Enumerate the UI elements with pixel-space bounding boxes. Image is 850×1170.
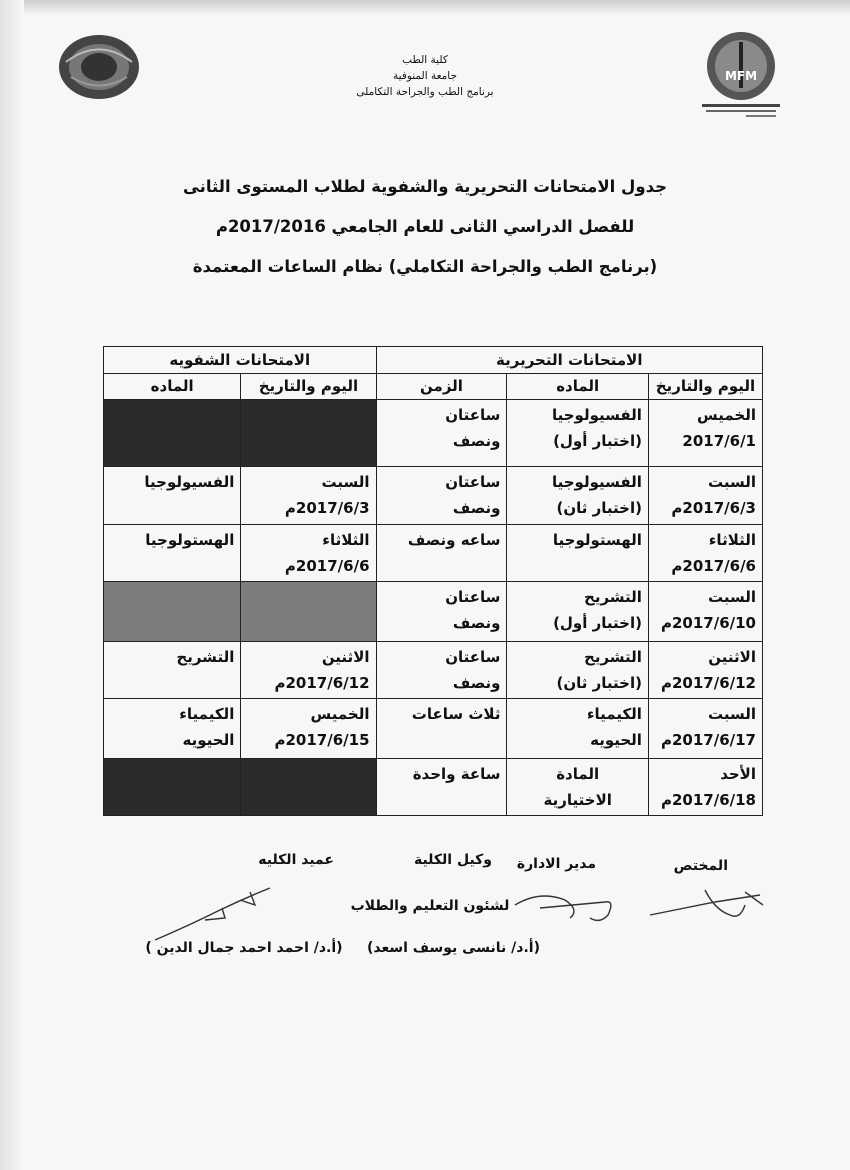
subject-cell bbox=[507, 400, 649, 467]
day-date-cell bbox=[648, 642, 762, 699]
table-row bbox=[104, 582, 763, 642]
day-date-cell bbox=[648, 759, 762, 816]
subject-note: الاختيارية bbox=[543, 791, 612, 809]
subject-note: (اختبار ثان) bbox=[556, 499, 642, 517]
oral-date-text: 2017/6/3م bbox=[284, 499, 370, 517]
duration-text: ثلاث ساعات bbox=[411, 705, 501, 723]
oral-day-date-cell bbox=[241, 525, 376, 582]
date-text: 2017/6/17م bbox=[660, 731, 756, 749]
day-date-cell bbox=[648, 582, 762, 642]
oral-subject-cell bbox=[104, 525, 241, 582]
oral-subject-cell bbox=[104, 759, 241, 816]
table-row bbox=[104, 699, 763, 759]
svg-text:MFM: MFM bbox=[724, 69, 758, 83]
oral-day-date-cell bbox=[241, 467, 376, 525]
written-exams-header: الامتحانات التحريرية bbox=[376, 347, 762, 374]
date-text: 2017/6/18م bbox=[660, 791, 756, 809]
day-date-cell bbox=[648, 400, 762, 467]
specialist-label: المختص bbox=[673, 858, 728, 874]
subject-text: الهستولوجيا bbox=[552, 531, 642, 549]
date-text: 2017/6/6م bbox=[671, 557, 756, 575]
dean-label: عميد الكليه bbox=[258, 852, 334, 868]
subject-note: الحيويه bbox=[590, 731, 642, 749]
title-line-3: (برنامج الطب والجراحة التكاملي) نظام الساعات المعتمدة bbox=[192, 257, 658, 276]
table-row bbox=[104, 400, 763, 467]
duration-text: ساعة واحدة bbox=[412, 765, 501, 783]
signatory-name-1: (أ.د/ نانسى يوسف اسعد) bbox=[366, 940, 540, 956]
duration-cell bbox=[376, 582, 507, 642]
oral-day-date-cell bbox=[241, 582, 376, 642]
day-date-cell bbox=[648, 467, 762, 525]
oral-day-date-cell bbox=[241, 400, 376, 467]
duration-text-2: ونصف bbox=[452, 499, 501, 517]
university-logo bbox=[56, 32, 142, 102]
oral-subject-cell bbox=[104, 582, 241, 642]
vice-dean-affairs-label: لشئون التعليم والطلاب bbox=[350, 898, 510, 914]
col-header-duration: الزمن bbox=[376, 374, 507, 400]
oral-date-text: 2017/6/15م bbox=[274, 731, 370, 749]
oral-subject-text-2: الحيويه bbox=[182, 731, 235, 749]
duration-text: ساعه ونصف bbox=[407, 531, 501, 549]
duration-cell bbox=[376, 525, 507, 582]
document-titles bbox=[150, 172, 700, 292]
date-text: 2017/6/1 bbox=[682, 432, 756, 450]
date-text: 2017/6/10م bbox=[660, 614, 756, 632]
specialist-signature bbox=[645, 880, 770, 925]
duration-text: ساعتان bbox=[445, 648, 501, 666]
dean-signature bbox=[150, 880, 290, 950]
duration-cell bbox=[376, 467, 507, 525]
subject-note: (اختبار أول) bbox=[553, 432, 642, 450]
oral-subject-cell bbox=[104, 400, 241, 467]
subject-cell bbox=[507, 699, 649, 759]
subject-text: المادة bbox=[556, 765, 600, 783]
table-row bbox=[104, 525, 763, 582]
university-name: جامعة المنوفية bbox=[393, 70, 457, 82]
day-text: الخميس bbox=[697, 406, 756, 424]
vice-dean-label: وكيل الكلية bbox=[413, 852, 492, 868]
oral-subject-text: التشريح bbox=[176, 648, 235, 666]
table-row bbox=[104, 467, 763, 525]
duration-text: ساعتان bbox=[445, 406, 501, 424]
admin-director-signature bbox=[510, 880, 620, 930]
faculty-logo bbox=[698, 30, 784, 120]
subject-text: التشريح bbox=[584, 588, 642, 606]
col-header-oral-subject: الماده bbox=[104, 374, 241, 400]
oral-exams-header: الامتحانات الشفويه bbox=[104, 347, 377, 374]
table-row bbox=[104, 642, 763, 699]
col-header-day-date: اليوم والتاريخ bbox=[648, 374, 762, 400]
subject-text: الفسيولوجيا bbox=[551, 406, 642, 424]
duration-text-2: ونصف bbox=[452, 432, 501, 450]
duration-cell bbox=[376, 759, 507, 816]
day-text: السبت bbox=[707, 473, 756, 491]
subject-text: التشريح bbox=[584, 648, 642, 666]
oral-subject-text: الفسيولوجيا bbox=[144, 473, 235, 491]
subject-cell bbox=[507, 642, 649, 699]
duration-text-2: ونصف bbox=[452, 674, 501, 692]
exam-schedule-table bbox=[103, 346, 763, 816]
date-text: 2017/6/3م bbox=[671, 499, 756, 517]
subject-text: الكيمياء bbox=[586, 705, 642, 723]
signatory-name-2: (أ.د/ احمد احمد جمال الدين ) bbox=[145, 940, 343, 956]
oral-day-date-cell bbox=[241, 759, 376, 816]
program-name: برنامج الطب والجراحة التكاملى bbox=[356, 86, 494, 98]
duration-cell bbox=[376, 642, 507, 699]
title-line-2: للفصل الدراسي الثانى للعام الجامعي 2017/2016م bbox=[215, 217, 635, 236]
day-text: السبت bbox=[707, 588, 756, 606]
table-row bbox=[104, 759, 763, 816]
oral-subject-cell bbox=[104, 642, 241, 699]
duration-cell bbox=[376, 699, 507, 759]
day-text: الاثنين bbox=[708, 648, 756, 666]
day-text: السبت bbox=[707, 705, 756, 723]
duration-text: ساعتان bbox=[445, 473, 501, 491]
subject-cell bbox=[507, 525, 649, 582]
oral-subject-cell bbox=[104, 699, 241, 759]
faculty-header bbox=[320, 52, 530, 100]
duration-text: ساعتان bbox=[445, 588, 501, 606]
subject-cell bbox=[507, 467, 649, 525]
duration-cell bbox=[376, 400, 507, 467]
oral-day-text: الاثنين bbox=[321, 648, 370, 666]
col-header-subject: الماده bbox=[507, 374, 649, 400]
oral-day-date-cell bbox=[241, 642, 376, 699]
oral-subject-text: الكيمياء bbox=[179, 705, 235, 723]
oral-date-text: 2017/6/6م bbox=[284, 557, 370, 575]
oral-day-text: الثلاثاء bbox=[322, 531, 370, 549]
oral-subject-cell bbox=[104, 467, 241, 525]
subject-text: الفسيولوجيا bbox=[551, 473, 642, 491]
title-line-1: جدول الامتحانات التحريرية والشفوية لطلاب المستوى الثانى bbox=[182, 177, 668, 196]
subject-cell bbox=[507, 759, 649, 816]
subject-cell bbox=[507, 582, 649, 642]
date-text: 2017/6/12م bbox=[660, 674, 756, 692]
day-date-cell bbox=[648, 525, 762, 582]
day-text: الثلاثاء bbox=[708, 531, 756, 549]
scan-top-edge bbox=[0, 0, 850, 14]
scan-side-edge bbox=[0, 0, 24, 1170]
day-text: الأحد bbox=[720, 765, 756, 783]
oral-day-text: الخميس bbox=[310, 705, 370, 723]
oral-date-text: 2017/6/12م bbox=[274, 674, 370, 692]
subject-note: (اختبار أول) bbox=[553, 614, 642, 632]
admin-director-label: مدير الادارة bbox=[516, 856, 596, 872]
oral-subject-text: الهستولوجيا bbox=[145, 531, 235, 549]
col-header-oral-day-date: اليوم والتاريخ bbox=[241, 374, 376, 400]
oral-day-text: السبت bbox=[321, 473, 370, 491]
faculty-name: كلية الطب bbox=[402, 54, 448, 66]
day-date-cell bbox=[648, 699, 762, 759]
oral-day-date-cell bbox=[241, 699, 376, 759]
duration-text-2: ونصف bbox=[452, 614, 501, 632]
subject-note: (اختبار ثان) bbox=[556, 674, 642, 692]
